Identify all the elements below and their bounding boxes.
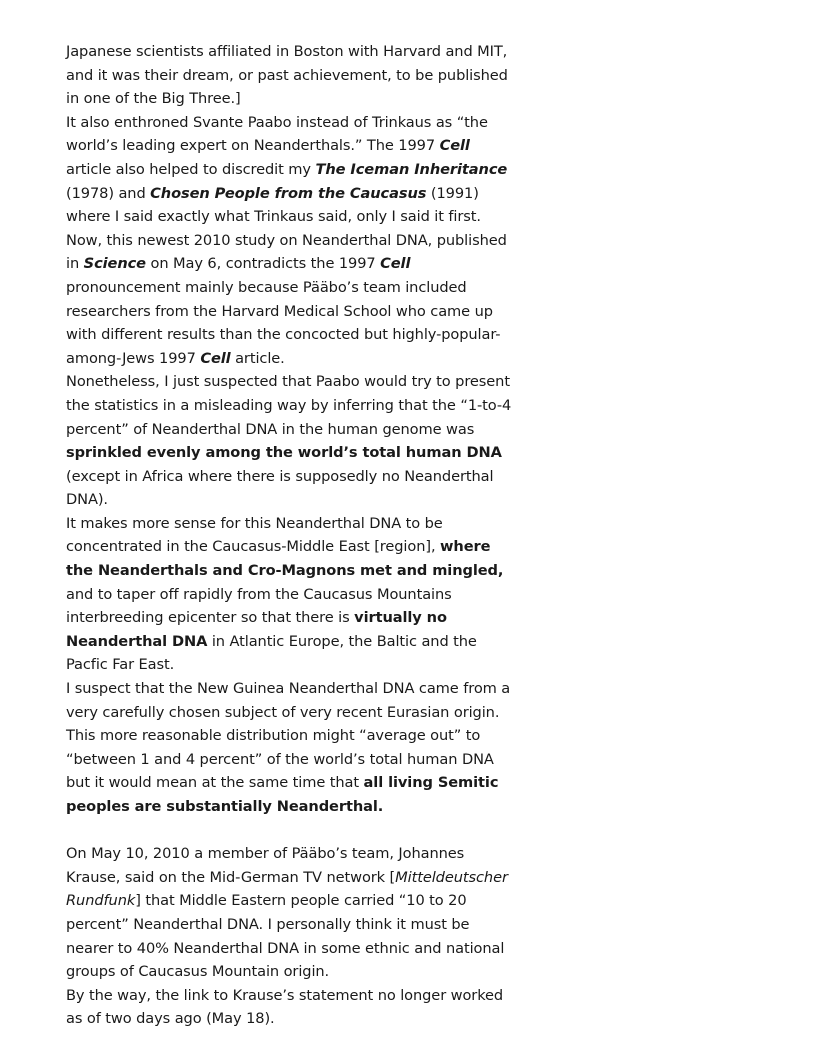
paragraph-3 [66, 229, 518, 371]
text: article also helped to discredit my [66, 160, 316, 178]
text: ] that Middle Eastern people carried “10 to 20 percent” Neanderthal DNA. I personally think it must be nearer to 40% Neanderthal DNA in some ethnic and national groups of Caucasus Mountain origin. [66, 892, 505, 981]
text: (1978) and [66, 184, 151, 202]
book-title-iceman-inheritance: The Iceman Inheritance [315, 160, 508, 178]
text: On May 10, 2010 a member of Pääbo’s team, Johannes Krause, said on the Mid-German TV network [ [66, 845, 465, 886]
paragraph-8 [66, 842, 518, 984]
text: article. [230, 349, 285, 367]
text: This more reasonable distribution might “average out” to “between 1 and 4 percent” of the world’s total human DNA but it would mean at the same time that [66, 727, 494, 792]
text: Nonetheless, I just suspected that Paabo would try to present the statistics in a misleading way by inferring that the “1-to-4 percent” of Neanderthal DNA in the human genome was [66, 373, 512, 438]
paragraph-5 [66, 512, 518, 677]
book-title-chosen-people: Chosen People from the Caucasus [150, 184, 427, 202]
paragraph-1 [66, 40, 518, 111]
text: (except in Africa where there is supposedly no Neanderthal DNA). [66, 467, 494, 509]
paragraph-6 [66, 677, 518, 724]
bold-text: sprinkled evenly among the world’s total human DNA [66, 444, 502, 462]
journal-title-science: Science [83, 255, 146, 273]
text: pronouncement mainly because Pääbo’s team included researchers from the Harvard Medical School who came up with different results than the concocted but highly-popular-among-Jews 1997 [66, 278, 501, 367]
paragraph-9 [66, 984, 518, 1031]
bold-text: where the Neanderthals and Cro-Magnons met and mingled, [66, 538, 504, 580]
text: By the way, the link to Krause’s statement no longer worked as of two days ago (May 18). [66, 986, 504, 1028]
italic-text: Mitteldeutscher Rundfunk [66, 868, 508, 910]
text: It makes more sense for this Neanderthal DNA to be concentrated in the Caucasus-Middle East [region], [66, 514, 443, 556]
document-page [66, 40, 518, 1031]
text: on May 6, contradicts the 1997 [145, 255, 381, 273]
text: (1991) where I said exactly what Trinkaus said, only I said it first. [66, 184, 481, 226]
text: Now, this newest 2010 study on Neanderthal DNA, published in [66, 231, 507, 273]
bold-text: all living Semitic peoples are substantially Neanderthal. [66, 774, 499, 815]
text: It also enthroned Svante Paabo instead of Trinkaus as “the world’s leading expert on Neanderthals.” The 1997 [66, 113, 488, 155]
text: Japanese scientists affiliated in Boston with Harvard and MIT, and it was their dream, or past achievement, to be published in one of the Big Three.] [66, 43, 508, 108]
text: I suspect that the New Guinea Neanderthal DNA came from a very carefully chosen subject of very recent Eurasian origin. [66, 680, 511, 721]
bold-text: virtually no Neanderthal DNA [66, 609, 447, 650]
paragraph-4 [66, 370, 518, 512]
paragraph-2 [66, 111, 518, 229]
text: in Atlantic Europe, the Baltic and the Pacfic Far East. [66, 632, 477, 674]
journal-title-cell: Cell [200, 349, 231, 367]
journal-title-cell: Cell [380, 255, 411, 273]
paragraph-7 [66, 724, 518, 818]
text: and to taper off rapidly from the Caucasus Mountains interbreeding epicenter so that there is [66, 585, 452, 627]
journal-title-cell: Cell [439, 137, 470, 155]
